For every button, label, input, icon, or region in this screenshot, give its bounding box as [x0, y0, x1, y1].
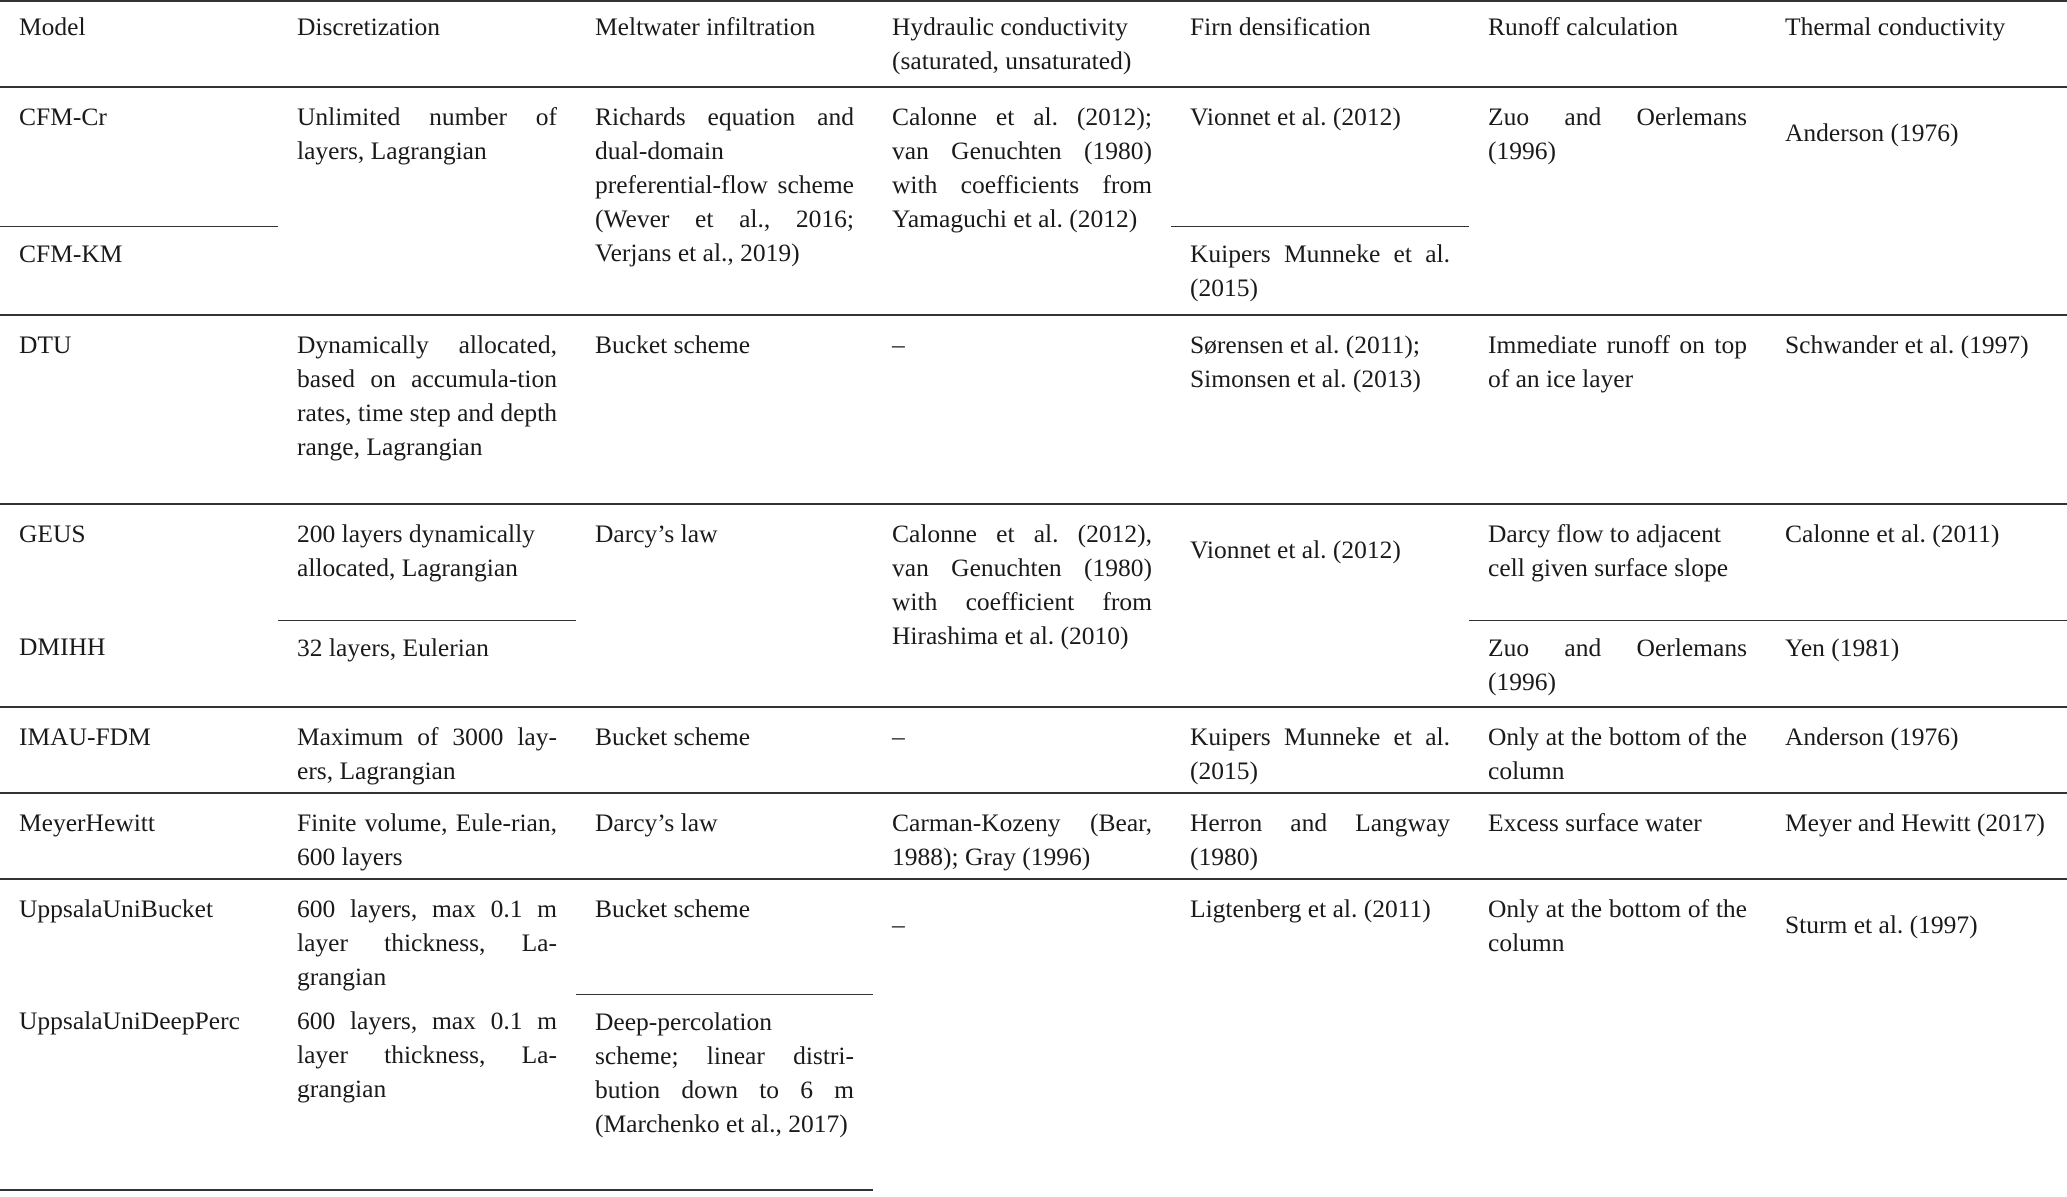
cell-meyer-hydraulic: Carman-Kozeny (Bear, 1988); Gray (1996): [873, 793, 1171, 879]
model-meyerhewitt: MeyerHewitt: [0, 793, 278, 879]
model-uppsala-deepperc: UppsalaUniDeepPerc: [0, 994, 278, 1190]
cell-dtu-thermal: Schwander et al. (1997): [1766, 315, 2067, 504]
model-dtu: DTU: [0, 315, 278, 504]
cell-imau-runoff: Only at the bottom of the column: [1469, 707, 1766, 793]
table-row-uppsala-bucket: [0, 879, 2067, 994]
cell-cfm-meltwater: Richards equation and dual-domain preferential-flow scheme (Wever et al., 2016; Verjans et al., 2019): [576, 87, 873, 315]
header-meltwater-infiltration: Meltwater infiltration: [576, 1, 873, 87]
cell-meyer-discretization: Finite volume, Eule-rian, 600 layers: [278, 793, 576, 879]
cell-dmihh-discretization: 32 layers, Eulerian: [278, 620, 576, 707]
cell-cfm-discretization: Unlimited number of layers, Lagrangian: [278, 87, 576, 315]
cell-dmihh-runoff: Zuo and Oerlemans (1996): [1469, 620, 1766, 707]
cell-uppsala-firn: Ligtenberg et al. (2011): [1171, 879, 1469, 1190]
cell-dtu-discretization: Dynamically allocated, based on accumula-tion rates, time step and depth range, Lagrangian: [278, 315, 576, 504]
cell-imau-hydraulic: –: [873, 707, 1171, 793]
header-hydraulic-conductivity: Hydraulic conductivity (saturated, unsaturated): [873, 1, 1171, 87]
table-row-geus: [0, 504, 2067, 620]
model-imau-fdm: IMAU-FDM: [0, 707, 278, 793]
cell-uppsala-hydraulic: –: [873, 879, 1171, 1190]
cell-dtu-firn: Sørensen et al. (2011); Simonsen et al. (2013): [1171, 315, 1469, 504]
cell-uppsala-deep-meltwater: Deep-percolation scheme; linear distri-bution down to 6 m (Marchenko et al., 2017): [576, 994, 873, 1190]
cell-cfm-cr-firn: Vionnet et al. (2012): [1171, 87, 1469, 226]
header-discretization: Discretization: [278, 1, 576, 87]
model-uppsala-bucket: UppsalaUniBucket: [0, 879, 278, 994]
header-firn-densification: Firn densification: [1171, 1, 1469, 87]
cell-dtu-hydraulic: –: [873, 315, 1171, 504]
cell-geus-hydraulic: Calonne et al. (2012), van Genuchten (1980) with coefficient from Hirashima et al. (2010): [873, 504, 1171, 707]
model-cfm-km: CFM-KM: [0, 226, 278, 315]
cell-meyer-thermal: Meyer and Hewitt (2017): [1766, 793, 2067, 879]
table-row-dtu: [0, 315, 2067, 504]
cell-imau-discretization: Maximum of 3000 lay-ers, Lagrangian: [278, 707, 576, 793]
cell-uppsala-runoff: Only at the bottom of the column: [1469, 879, 1766, 1190]
cell-geus-meltwater: Darcy’s law: [576, 504, 873, 707]
cell-cfm-hydraulic: Calonne et al. (2012); van Genuchten (1980) with coefficients from Yamaguchi et al. (2012): [873, 87, 1171, 315]
cell-uppsala-thermal: Sturm et al. (1997): [1766, 879, 2067, 1190]
table-row-meyerhewitt: [0, 793, 2067, 879]
cell-meyer-firn: Herron and Langway (1980): [1171, 793, 1469, 879]
header-row: [0, 1, 2067, 87]
cell-geus-firn: Vionnet et al. (2012): [1171, 504, 1469, 707]
cell-imau-thermal: Anderson (1976): [1766, 707, 2067, 793]
cell-dtu-runoff: Immediate runoff on top of an ice layer: [1469, 315, 1766, 504]
cell-uppsala-bucket-discretization: 600 layers, max 0.1 m layer thickness, La-grangian: [278, 879, 576, 994]
cell-imau-meltwater: Bucket scheme: [576, 707, 873, 793]
cell-geus-discretization: 200 layers dynamically allocated, Lagrangian: [278, 504, 576, 620]
cell-uppsala-deep-discretization: 600 layers, max 0.1 m layer thickness, La-grangian: [278, 994, 576, 1190]
cell-imau-firn: Kuipers Munneke et al. (2015): [1171, 707, 1469, 793]
header-thermal-conductivity: Thermal conductivity: [1766, 1, 2067, 87]
cell-meyer-runoff: Excess surface water: [1469, 793, 1766, 879]
cell-cfm-km-firn: Kuipers Munneke et al. (2015): [1171, 226, 1469, 315]
cell-geus-runoff: Darcy flow to adjacent cell given surface slope: [1469, 504, 1766, 620]
model-cfm-cr: CFM-Cr: [0, 87, 278, 226]
table-row-imau-fdm: [0, 707, 2067, 793]
model-geus: GEUS: [0, 504, 278, 620]
cell-meyer-meltwater: Darcy’s law: [576, 793, 873, 879]
header-model: Model: [0, 1, 278, 87]
cell-cfm-thermal: Anderson (1976): [1766, 87, 2067, 315]
header-runoff-calculation: Runoff calculation: [1469, 1, 1766, 87]
model-dmihh: DMIHH: [19, 632, 106, 661]
cell-dmihh-thermal: Yen (1981): [1766, 620, 2067, 707]
table-row-cfm-cr: [0, 87, 2067, 226]
cell-dtu-meltwater: Bucket scheme: [576, 315, 873, 504]
cell-cfm-runoff: Zuo and Oerlemans (1996): [1469, 87, 1766, 315]
cell-geus-thermal: Calonne et al. (2011): [1766, 504, 2067, 620]
cell-uppsala-bucket-meltwater: Bucket scheme: [576, 879, 873, 994]
